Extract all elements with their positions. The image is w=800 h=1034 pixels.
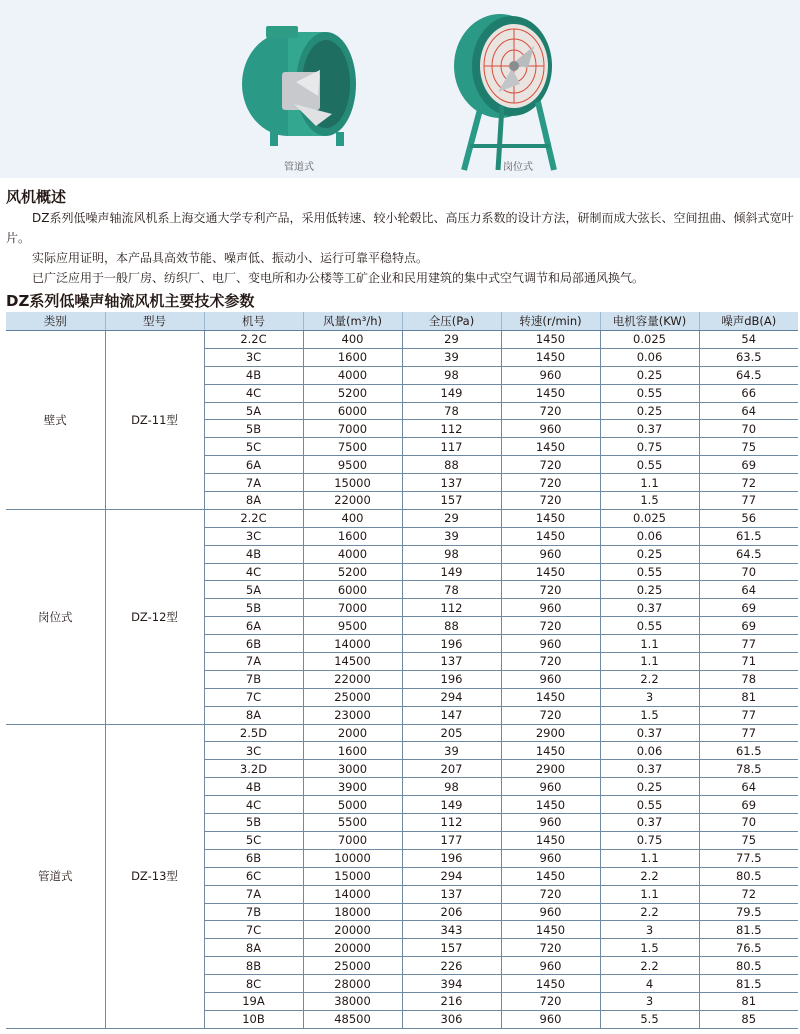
pressure-cell: 39 <box>402 527 501 545</box>
category-cell: 管道式 <box>6 724 105 1028</box>
size-cell: 3C <box>204 348 303 366</box>
noise-cell: 64 <box>699 778 798 796</box>
speed-cell: 960 <box>501 635 600 653</box>
airflow-cell: 7000 <box>303 420 402 438</box>
motor-power-cell: 1.5 <box>600 939 699 957</box>
size-cell: 2.2C <box>204 331 303 349</box>
airflow-cell: 3000 <box>303 760 402 778</box>
noise-cell: 70 <box>699 563 798 581</box>
airflow-cell: 6000 <box>303 581 402 599</box>
noise-cell: 70 <box>699 814 798 832</box>
motor-power-cell: 0.37 <box>600 760 699 778</box>
speed-cell: 720 <box>501 939 600 957</box>
motor-power-cell: 2.2 <box>600 867 699 885</box>
airflow-cell: 2000 <box>303 724 402 742</box>
overview-paragraph-2 <box>6 248 798 268</box>
category-cell: 壁式 <box>6 331 105 510</box>
size-cell: 5A <box>204 402 303 420</box>
noise-cell: 70 <box>699 420 798 438</box>
pressure-cell: 137 <box>402 653 501 671</box>
overview-paragraph-3-text: 已广泛应用于一般厂房、纺织厂、电厂、变电所和办公楼等工矿企业和民用建筑的集中式空气调节和局部通风换气。 <box>32 271 645 285</box>
noise-cell: 77.5 <box>699 849 798 867</box>
noise-cell: 64.5 <box>699 366 798 384</box>
airflow-cell: 25000 <box>303 957 402 975</box>
airflow-cell: 7500 <box>303 438 402 456</box>
size-cell: 8A <box>204 939 303 957</box>
noise-cell: 56 <box>699 509 798 527</box>
motor-power-cell: 0.55 <box>600 796 699 814</box>
size-cell: 7A <box>204 885 303 903</box>
image-caption-duct: 管道式 <box>284 162 314 173</box>
speed-cell: 1450 <box>501 796 600 814</box>
noise-cell: 61.5 <box>699 742 798 760</box>
motor-power-cell: 3 <box>600 992 699 1010</box>
header-model: 型号 <box>105 312 204 331</box>
speed-cell: 720 <box>501 456 600 474</box>
noise-cell: 85 <box>699 1010 798 1028</box>
speed-cell: 1450 <box>501 831 600 849</box>
speed-cell: 720 <box>501 885 600 903</box>
noise-cell: 77 <box>699 635 798 653</box>
size-cell: 6A <box>204 456 303 474</box>
pressure-cell: 78 <box>402 581 501 599</box>
table-row <box>6 724 798 742</box>
pressure-cell: 157 <box>402 939 501 957</box>
size-cell: 10B <box>204 1010 303 1028</box>
noise-cell: 72 <box>699 885 798 903</box>
specs-title: DZ系列低噪声轴流风机主要技术参数 <box>6 292 255 310</box>
pressure-cell: 112 <box>402 599 501 617</box>
size-cell: 3C <box>204 527 303 545</box>
speed-cell: 960 <box>501 778 600 796</box>
airflow-cell: 400 <box>303 331 402 349</box>
overview-paragraph-1 <box>6 208 798 248</box>
motor-power-cell: 0.25 <box>600 545 699 563</box>
speed-cell: 720 <box>501 492 600 510</box>
motor-power-cell: 0.25 <box>600 581 699 599</box>
speed-cell: 960 <box>501 599 600 617</box>
motor-power-cell: 0.06 <box>600 348 699 366</box>
motor-power-cell: 0.55 <box>600 456 699 474</box>
motor-power-cell: 0.37 <box>600 420 699 438</box>
pressure-cell: 177 <box>402 831 501 849</box>
pressure-cell: 112 <box>402 814 501 832</box>
speed-cell: 960 <box>501 849 600 867</box>
pressure-cell: 88 <box>402 456 501 474</box>
airflow-cell: 28000 <box>303 975 402 993</box>
pressure-cell: 98 <box>402 545 501 563</box>
size-cell: 8C <box>204 975 303 993</box>
speed-cell: 960 <box>501 1010 600 1028</box>
noise-cell: 64 <box>699 581 798 599</box>
motor-power-cell: 3 <box>600 688 699 706</box>
airflow-cell: 15000 <box>303 867 402 885</box>
speed-cell: 1450 <box>501 867 600 885</box>
airflow-cell: 9500 <box>303 456 402 474</box>
speed-cell: 1450 <box>501 921 600 939</box>
pressure-cell: 206 <box>402 903 501 921</box>
size-cell: 6B <box>204 849 303 867</box>
header-category: 类别 <box>6 312 105 331</box>
speed-cell: 720 <box>501 581 600 599</box>
header-speed: 转速(r/min) <box>501 312 600 331</box>
motor-power-cell: 0.25 <box>600 778 699 796</box>
pressure-cell: 149 <box>402 563 501 581</box>
overview-title: 风机概述 <box>6 188 67 206</box>
motor-power-cell: 1.1 <box>600 653 699 671</box>
motor-power-cell: 1.5 <box>600 492 699 510</box>
speed-cell: 1450 <box>501 527 600 545</box>
motor-power-cell: 0.75 <box>600 831 699 849</box>
speed-cell: 960 <box>501 420 600 438</box>
speed-cell: 1450 <box>501 384 600 402</box>
pressure-cell: 117 <box>402 438 501 456</box>
motor-power-cell: 0.025 <box>600 509 699 527</box>
header-pressure: 全压(Pa) <box>402 312 501 331</box>
airflow-cell: 7000 <box>303 831 402 849</box>
noise-cell: 81 <box>699 688 798 706</box>
pressure-cell: 226 <box>402 957 501 975</box>
noise-cell: 69 <box>699 617 798 635</box>
pressure-cell: 112 <box>402 420 501 438</box>
noise-cell: 77 <box>699 492 798 510</box>
motor-power-cell: 0.06 <box>600 742 699 760</box>
noise-cell: 75 <box>699 831 798 849</box>
size-cell: 8A <box>204 706 303 724</box>
airflow-cell: 6000 <box>303 402 402 420</box>
motor-power-cell: 5.5 <box>600 1010 699 1028</box>
airflow-cell: 25000 <box>303 688 402 706</box>
speed-cell: 720 <box>501 474 600 492</box>
model-cell: DZ-11型 <box>105 331 204 510</box>
size-cell: 5B <box>204 420 303 438</box>
pressure-cell: 98 <box>402 366 501 384</box>
airflow-cell: 14000 <box>303 635 402 653</box>
size-cell: 5B <box>204 814 303 832</box>
noise-cell: 76.5 <box>699 939 798 957</box>
noise-cell: 80.5 <box>699 867 798 885</box>
noise-cell: 54 <box>699 331 798 349</box>
noise-cell: 79.5 <box>699 903 798 921</box>
noise-cell: 75 <box>699 438 798 456</box>
speed-cell: 1450 <box>501 438 600 456</box>
motor-power-cell: 0.25 <box>600 402 699 420</box>
size-cell: 7B <box>204 670 303 688</box>
header-size: 机号 <box>204 312 303 331</box>
size-cell: 4C <box>204 563 303 581</box>
size-cell: 7A <box>204 474 303 492</box>
size-cell: 5A <box>204 581 303 599</box>
size-cell: 7C <box>204 921 303 939</box>
size-cell: 8B <box>204 957 303 975</box>
speed-cell: 960 <box>501 903 600 921</box>
airflow-cell: 22000 <box>303 492 402 510</box>
overview-paragraph-3 <box>6 268 798 288</box>
image-caption-post: 岗位式 <box>503 162 533 173</box>
motor-power-cell: 4 <box>600 975 699 993</box>
motor-power-cell: 1.1 <box>600 885 699 903</box>
size-cell: 7A <box>204 653 303 671</box>
airflow-cell: 10000 <box>303 849 402 867</box>
size-cell: 2.5D <box>204 724 303 742</box>
pressure-cell: 137 <box>402 885 501 903</box>
motor-power-cell: 2.2 <box>600 903 699 921</box>
noise-cell: 78 <box>699 670 798 688</box>
speed-cell: 1450 <box>501 348 600 366</box>
airflow-cell: 48500 <box>303 1010 402 1028</box>
specs-table <box>6 312 798 1029</box>
size-cell: 6A <box>204 617 303 635</box>
model-cell: DZ-12型 <box>105 509 204 724</box>
header-noise: 噪声dB(A) <box>699 312 798 331</box>
airflow-cell: 38000 <box>303 992 402 1010</box>
header-motor-power: 电机容量(KW) <box>600 312 699 331</box>
pressure-cell: 39 <box>402 348 501 366</box>
size-cell: 4B <box>204 366 303 384</box>
speed-cell: 960 <box>501 545 600 563</box>
airflow-cell: 20000 <box>303 921 402 939</box>
pressure-cell: 39 <box>402 742 501 760</box>
size-cell: 2.2C <box>204 509 303 527</box>
airflow-cell: 4000 <box>303 545 402 563</box>
speed-cell: 2900 <box>501 724 600 742</box>
size-cell: 4C <box>204 796 303 814</box>
header-airflow: 风量(m³/h) <box>303 312 402 331</box>
motor-power-cell: 1.1 <box>600 849 699 867</box>
airflow-cell: 20000 <box>303 939 402 957</box>
airflow-cell: 18000 <box>303 903 402 921</box>
table-row <box>6 509 798 527</box>
airflow-cell: 5200 <box>303 384 402 402</box>
size-cell: 4B <box>204 778 303 796</box>
speed-cell: 960 <box>501 957 600 975</box>
pressure-cell: 149 <box>402 796 501 814</box>
speed-cell: 960 <box>501 670 600 688</box>
table-row <box>6 331 798 349</box>
pressure-cell: 196 <box>402 849 501 867</box>
airflow-cell: 1600 <box>303 348 402 366</box>
noise-cell: 77 <box>699 706 798 724</box>
size-cell: 19A <box>204 992 303 1010</box>
overview-paragraph-1-text: DZ系列低噪声轴流风机系上海交通大学专利产品，采用低转速、较小轮毂比、高压力系数的设计方法，研制而成大弦长、空间扭曲、倾斜式宽叶片。 <box>6 211 794 245</box>
airflow-cell: 4000 <box>303 366 402 384</box>
size-cell: 5C <box>204 438 303 456</box>
airflow-cell: 7000 <box>303 599 402 617</box>
noise-cell: 63.5 <box>699 348 798 366</box>
size-cell: 5B <box>204 599 303 617</box>
motor-power-cell: 0.37 <box>600 599 699 617</box>
post-standing-fan-icon <box>442 6 572 174</box>
motor-power-cell: 0.25 <box>600 366 699 384</box>
motor-power-cell: 0.37 <box>600 724 699 742</box>
size-cell: 6B <box>204 635 303 653</box>
pressure-cell: 29 <box>402 509 501 527</box>
airflow-cell: 14500 <box>303 653 402 671</box>
category-cell: 岗位式 <box>6 509 105 724</box>
pressure-cell: 294 <box>402 688 501 706</box>
airflow-cell: 15000 <box>303 474 402 492</box>
table-header-row <box>6 312 798 331</box>
speed-cell: 1450 <box>501 509 600 527</box>
duct-axial-fan-icon <box>236 22 366 152</box>
motor-power-cell: 1.5 <box>600 706 699 724</box>
speed-cell: 1450 <box>501 975 600 993</box>
motor-power-cell: 2.2 <box>600 670 699 688</box>
noise-cell: 78.5 <box>699 760 798 778</box>
size-cell: 7C <box>204 688 303 706</box>
noise-cell: 81.5 <box>699 975 798 993</box>
noise-cell: 81 <box>699 992 798 1010</box>
model-cell: DZ-13型 <box>105 724 204 1028</box>
motor-power-cell: 2.2 <box>600 957 699 975</box>
airflow-cell: 5000 <box>303 796 402 814</box>
noise-cell: 66 <box>699 384 798 402</box>
noise-cell: 71 <box>699 653 798 671</box>
speed-cell: 1450 <box>501 331 600 349</box>
motor-power-cell: 0.75 <box>600 438 699 456</box>
pressure-cell: 78 <box>402 402 501 420</box>
airflow-cell: 1600 <box>303 742 402 760</box>
speed-cell: 720 <box>501 706 600 724</box>
airflow-cell: 5500 <box>303 814 402 832</box>
speed-cell: 1450 <box>501 563 600 581</box>
pressure-cell: 196 <box>402 635 501 653</box>
pressure-cell: 343 <box>402 921 501 939</box>
noise-cell: 72 <box>699 474 798 492</box>
speed-cell: 720 <box>501 402 600 420</box>
motor-power-cell: 0.55 <box>600 563 699 581</box>
noise-cell: 64 <box>699 402 798 420</box>
size-cell: 6C <box>204 867 303 885</box>
size-cell: 3C <box>204 742 303 760</box>
airflow-cell: 3900 <box>303 778 402 796</box>
airflow-cell: 23000 <box>303 706 402 724</box>
pressure-cell: 306 <box>402 1010 501 1028</box>
pressure-cell: 88 <box>402 617 501 635</box>
noise-cell: 69 <box>699 796 798 814</box>
size-cell: 4C <box>204 384 303 402</box>
size-cell: 8A <box>204 492 303 510</box>
pressure-cell: 394 <box>402 975 501 993</box>
airflow-cell: 5200 <box>303 563 402 581</box>
noise-cell: 64.5 <box>699 545 798 563</box>
pressure-cell: 207 <box>402 760 501 778</box>
pressure-cell: 137 <box>402 474 501 492</box>
motor-power-cell: 1.1 <box>600 474 699 492</box>
size-cell: 7B <box>204 903 303 921</box>
speed-cell: 720 <box>501 992 600 1010</box>
pressure-cell: 205 <box>402 724 501 742</box>
overview-paragraph-2-text: 实际应用证明，本产品具高效节能、噪声低、振动小、运行可靠平稳特点。 <box>32 251 429 265</box>
motor-power-cell: 0.55 <box>600 617 699 635</box>
size-cell: 3.2D <box>204 760 303 778</box>
speed-cell: 720 <box>501 617 600 635</box>
airflow-cell: 14000 <box>303 885 402 903</box>
pressure-cell: 98 <box>402 778 501 796</box>
speed-cell: 1450 <box>501 688 600 706</box>
speed-cell: 720 <box>501 653 600 671</box>
airflow-cell: 400 <box>303 509 402 527</box>
pressure-cell: 157 <box>402 492 501 510</box>
pressure-cell: 147 <box>402 706 501 724</box>
motor-power-cell: 0.025 <box>600 331 699 349</box>
motor-power-cell: 0.37 <box>600 814 699 832</box>
airflow-cell: 1600 <box>303 527 402 545</box>
pressure-cell: 196 <box>402 670 501 688</box>
speed-cell: 960 <box>501 814 600 832</box>
noise-cell: 80.5 <box>699 957 798 975</box>
size-cell: 5C <box>204 831 303 849</box>
pressure-cell: 29 <box>402 331 501 349</box>
motor-power-cell: 3 <box>600 921 699 939</box>
airflow-cell: 9500 <box>303 617 402 635</box>
noise-cell: 69 <box>699 456 798 474</box>
pressure-cell: 216 <box>402 992 501 1010</box>
pressure-cell: 294 <box>402 867 501 885</box>
airflow-cell: 22000 <box>303 670 402 688</box>
size-cell: 4B <box>204 545 303 563</box>
pressure-cell: 149 <box>402 384 501 402</box>
product-photo-banner <box>0 0 800 178</box>
noise-cell: 69 <box>699 599 798 617</box>
speed-cell: 960 <box>501 366 600 384</box>
noise-cell: 81.5 <box>699 921 798 939</box>
motor-power-cell: 0.55 <box>600 384 699 402</box>
speed-cell: 2900 <box>501 760 600 778</box>
noise-cell: 61.5 <box>699 527 798 545</box>
speed-cell: 1450 <box>501 742 600 760</box>
noise-cell: 77 <box>699 724 798 742</box>
motor-power-cell: 0.06 <box>600 527 699 545</box>
motor-power-cell: 1.1 <box>600 635 699 653</box>
